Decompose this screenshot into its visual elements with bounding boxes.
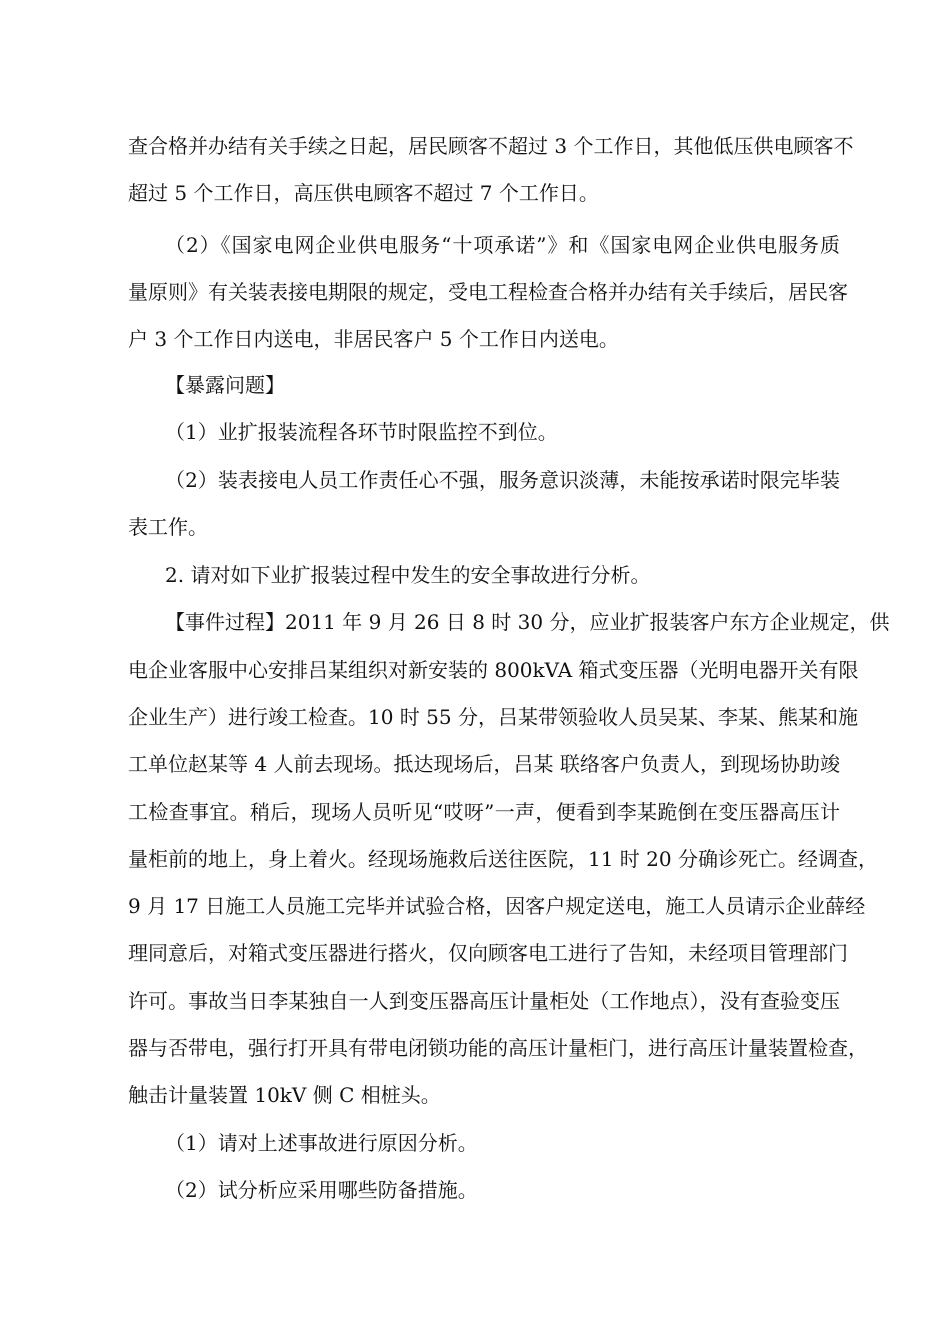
sub-question: （1）请对上述事故进行原因分析。 — [165, 1131, 478, 1155]
text-line: 器与否带电，强行打开具有带电闭锁功能的高压计量柜门，进行高压计量装置检查， — [128, 1036, 868, 1060]
text-line: 【事件过程】2011 年 9 月 26 日 8 时 30 分，应业扩报装客户东方企业规定，供 — [165, 610, 890, 634]
text-line: 工检查事宜。稍后，现场人员听见“哎呀”一声，便看到李某跪倒在变压器高压计 — [128, 800, 840, 824]
text-line: 户 3 个工作日内送电，非居民客户 5 个工作日内送电。 — [128, 327, 619, 351]
text-line: 量柜前的地上，身上着火。经现场施救后送往医院，11 时 20 分确诊死亡。经调查， — [128, 847, 878, 871]
text-line: 9 月 17 日施工人员施工完毕并试验合格，因客户规定送电，施工人员请示企业薛经 — [128, 894, 866, 918]
text-line: 电企业客服中心安排吕某组织对新安装的 800kVA 箱式变压器（光明电器开关有限 — [128, 658, 859, 682]
text-line: （1）业扩报装流程各环节时限监控不到位。 — [165, 420, 558, 444]
text-line: （2）《国家电网企业供电服务“十项承诺”》和《国家电网企业供电服务质 — [165, 233, 840, 257]
text-line: 工单位赵某等 4 人前去现场。抵达现场后，吕某 联络客户负责人，到现场协助竣 — [128, 752, 840, 776]
text-line: （2）装表接电人员工作责任心不强，服务意识淡薄，未能按承诺时限完毕装 — [165, 468, 840, 492]
section-heading: 【暴露问题】 — [165, 373, 285, 397]
text-line: 量原则》有关装表接电期限的规定，受电工程检查合格并办结有关手续后，居民客 — [128, 280, 848, 304]
text-line: 查合格并办结有关手续之日起，居民顾客不超过 3 个工作日，其他低压供电顾客不 — [128, 134, 854, 158]
text-line: 许可。事故当日李某独自一人到变压器高压计量柜处（工作地点），没有查验变压 — [128, 989, 840, 1013]
text-line: 企业生产）进行竣工检查。10 时 55 分，吕某带领验收人员吴某、李某、熊某和施 — [128, 705, 858, 729]
sub-question: （2）试分析应采用哪些防备措施。 — [165, 1178, 478, 1202]
question-heading: 2. 请对如下业扩报装过程中发生的安全事故进行分析。 — [165, 563, 651, 587]
text-line: 表工作。 — [128, 515, 208, 539]
text-line: 理同意后，对箱式变压器进行搭火，仅向顾客电工进行了告知，未经项目管理部门 — [128, 941, 848, 965]
text-line: 触击计量装置 10kV 侧 C 相桩头。 — [128, 1083, 441, 1107]
text-line: 超过 5 个工作日，高压供电顾客不超过 7 个工作日。 — [128, 181, 599, 205]
